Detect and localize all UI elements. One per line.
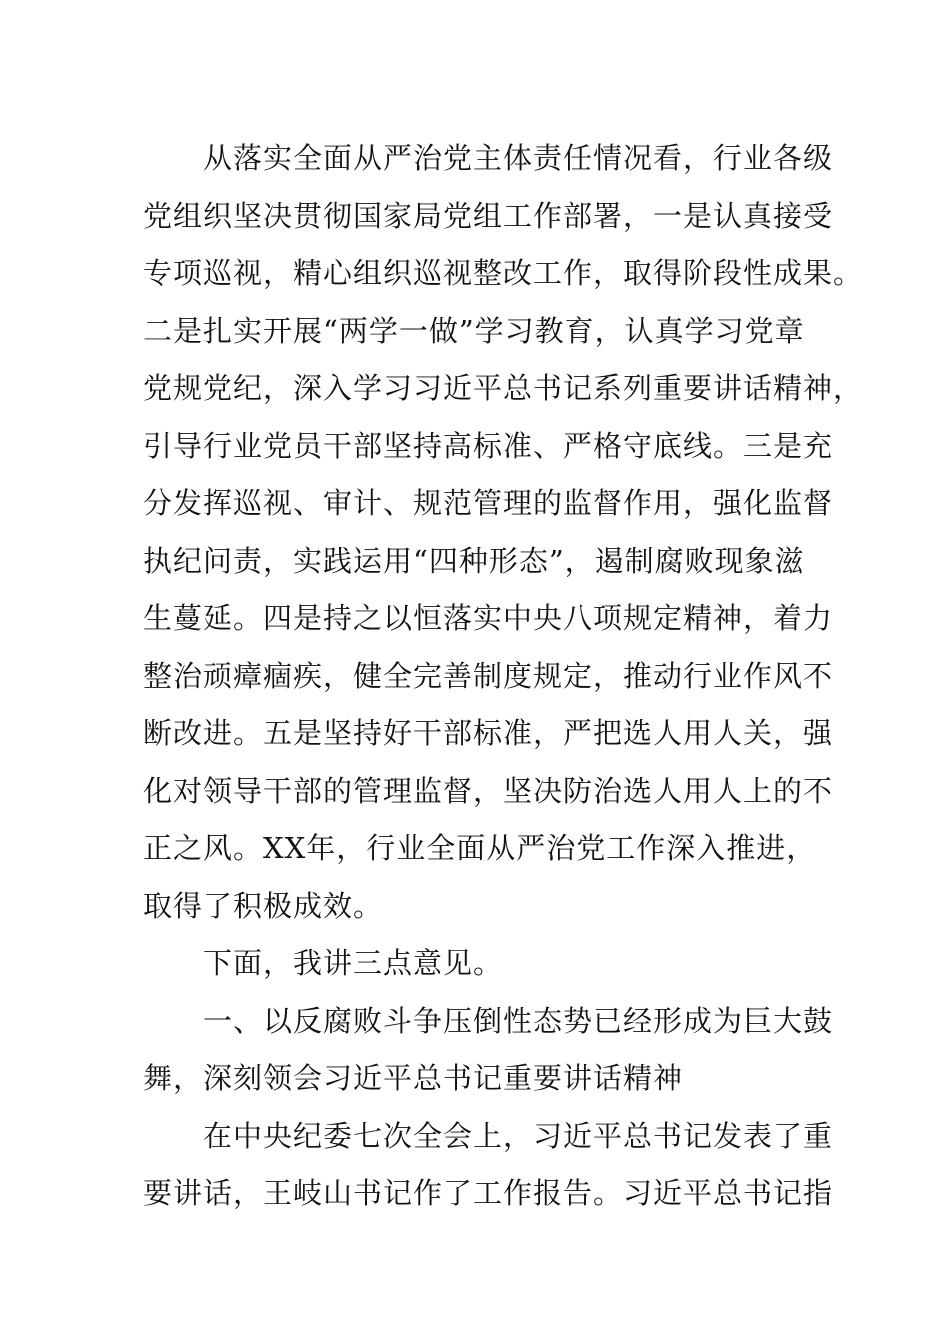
section-heading-line: 一、以反腐败斗争压倒性态势已经形成为巨大鼓 bbox=[203, 1003, 834, 1038]
paragraph-line: 下面，我讲三点意见。 bbox=[203, 946, 504, 980]
paragraph-line: 断改进。五是坚持好干部标准，严把选人用人关，强 bbox=[143, 716, 834, 750]
paragraph-line: 生蔓延。四是持之以恒落实中央八项规定精神，着力 bbox=[143, 601, 834, 635]
paragraph-line: 在中央纪委七次全会上，习近平总书记发表了重 bbox=[203, 1118, 834, 1153]
document-body bbox=[143, 130, 864, 1223]
section-heading-line: 舞，深刻领会习近平总书记重要讲话精神 bbox=[143, 1061, 684, 1095]
paragraph-line: 正之风。XX年，行业全面从严治党工作深入推进， bbox=[143, 831, 817, 865]
paragraph-line: 二是扎实开展“两学一做”学习教育，认真学习党章 bbox=[143, 313, 805, 348]
paragraph-line: 分发挥巡视、审计、规范管理的监督作用，强化监督 bbox=[143, 486, 834, 520]
paragraph-line: 党组织坚决贯彻国家局党组工作部署，一是认真接受 bbox=[143, 198, 834, 233]
paragraph-line: 专项巡视，精心组织巡视整改工作，取得阶段性成果。 bbox=[143, 256, 864, 290]
paragraph-line: 引导行业党员干部坚持高标准、严格守底线。三是充 bbox=[143, 428, 834, 463]
paragraph-line: 执纪问责，实践运用“四种形态”，遏制腐败现象滋 bbox=[143, 543, 805, 578]
paragraph-line: 整治顽瘴痼疾，健全完善制度规定，推动行业作风不 bbox=[143, 658, 834, 693]
paragraph-line: 党规党纪，深入学习习近平总书记系列重要讲话精神， bbox=[143, 371, 864, 405]
paragraph-line: 从落实全面从严治党主体责任情况看，行业各级 bbox=[203, 141, 834, 175]
paragraph-line: 化对领导干部的管理监督，坚决防治选人用人上的不 bbox=[143, 773, 834, 808]
paragraph-line: 要讲话，王岐山书记作了工作报告。习近平总书记指 bbox=[143, 1176, 834, 1210]
paragraph-line: 取得了积极成效。 bbox=[143, 888, 384, 923]
